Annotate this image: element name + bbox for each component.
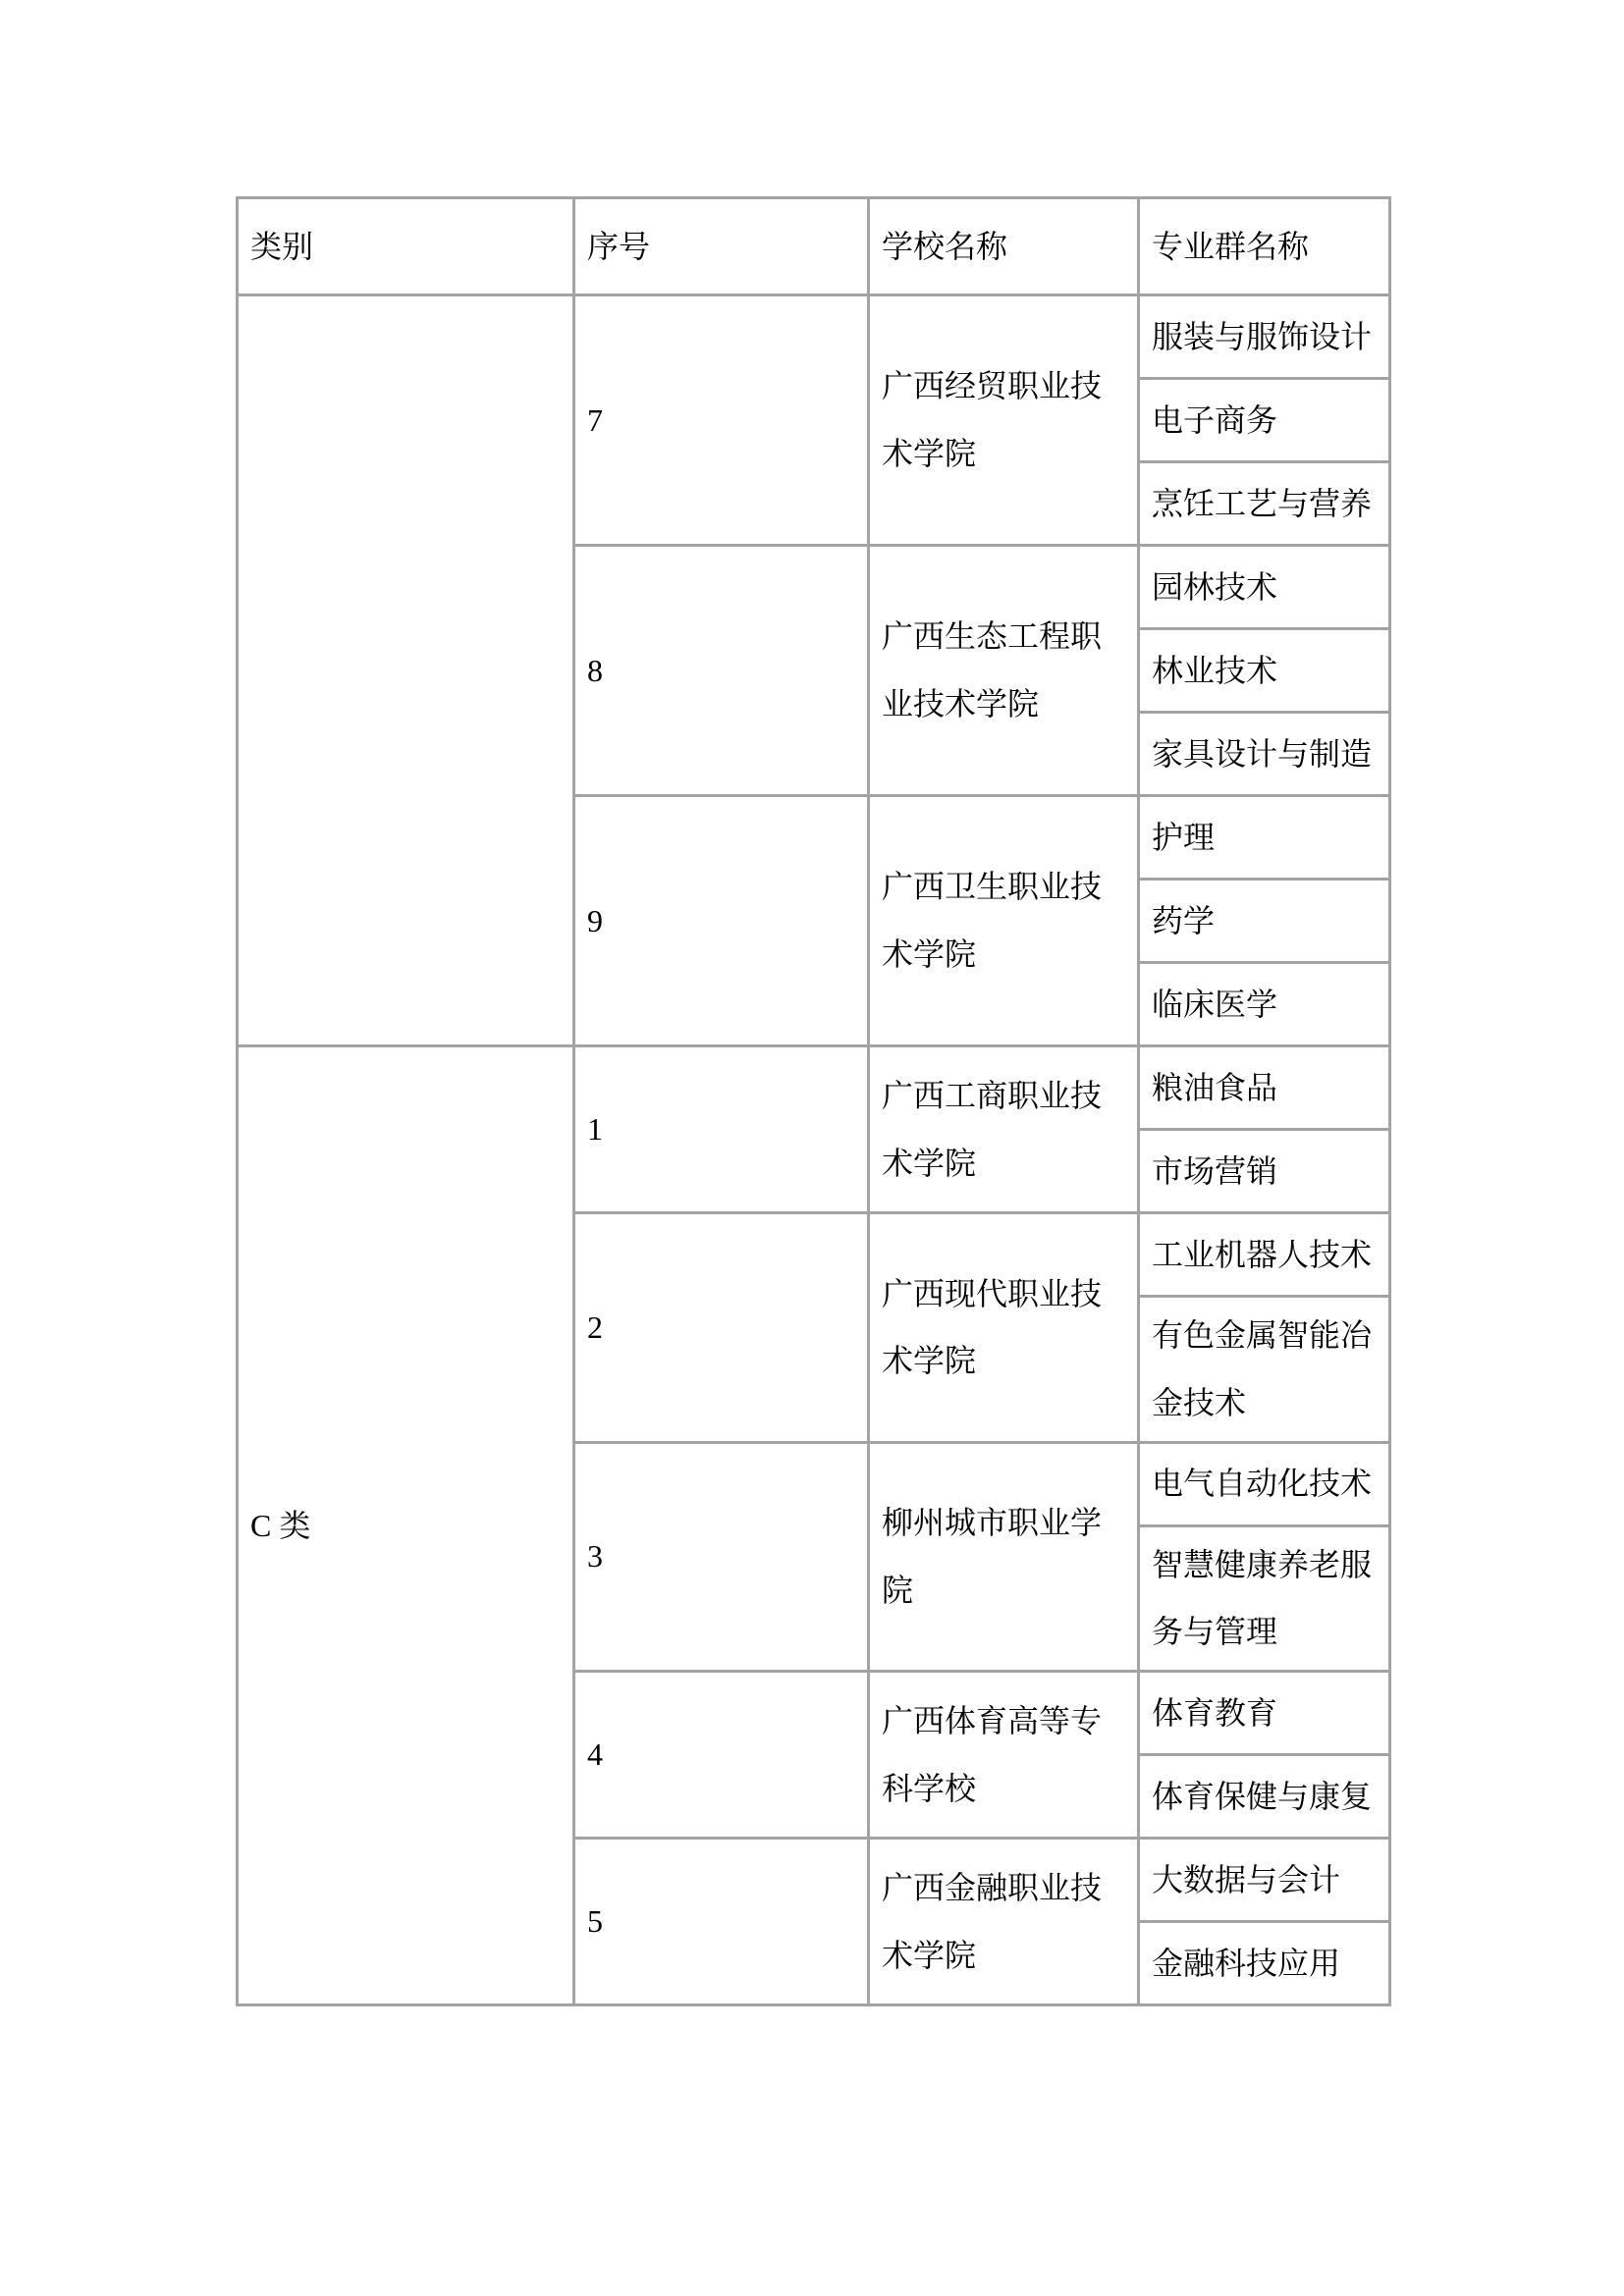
header-cell-number: 序号 [574,198,869,295]
major-group-cell: 体育保健与康复 [1139,1755,1390,1839]
sequence-number-cell: 3 [574,1442,869,1672]
sequence-number-cell: 7 [574,295,869,546]
sequence-number-cell: 4 [574,1672,869,1839]
school-name-cell: 广西经贸职业技术学院 [869,295,1139,546]
header-cell-category: 类别 [238,198,574,295]
major-group-cell: 体育教育 [1139,1672,1390,1755]
schools-table [236,196,1391,2006]
major-group-cell: 电子商务 [1139,379,1390,462]
sequence-number-cell: 9 [574,796,869,1046]
header-cell-majorgroup: 专业群名称 [1139,198,1390,295]
major-group-cell: 药学 [1139,880,1390,963]
major-group-cell: 服装与服饰设计 [1139,295,1390,379]
major-group-cell: 智慧健康养老服务与管理 [1139,1525,1390,1672]
category-cell: C 类 [238,1046,574,2005]
school-name-cell: 广西卫生职业技术学院 [869,796,1139,1046]
table-row [238,295,1390,379]
school-name-cell: 广西工商职业技术学院 [869,1046,1139,1213]
school-name-cell: 广西现代职业技术学院 [869,1213,1139,1443]
sequence-number-cell: 8 [574,546,869,796]
category-cell [238,295,574,1046]
major-group-cell: 大数据与会计 [1139,1839,1390,1922]
table-header-row [238,198,1390,295]
school-name-cell: 柳州城市职业学院 [869,1442,1139,1672]
sequence-number-cell: 5 [574,1839,869,2005]
major-group-cell: 电气自动化技术 [1139,1442,1390,1525]
sequence-number-cell: 2 [574,1213,869,1443]
school-name-cell: 广西金融职业技术学院 [869,1839,1139,2005]
major-group-cell: 工业机器人技术 [1139,1213,1390,1297]
major-group-cell: 家具设计与制造 [1139,713,1390,796]
header-cell-school: 学校名称 [869,198,1139,295]
major-group-cell: 园林技术 [1139,546,1390,629]
major-group-cell: 市场营销 [1139,1130,1390,1213]
major-group-cell: 林业技术 [1139,629,1390,713]
major-group-cell: 有色金属智能冶金技术 [1139,1297,1390,1443]
major-group-cell: 临床医学 [1139,963,1390,1046]
sequence-number-cell: 1 [574,1046,869,1213]
major-group-cell: 粮油食品 [1139,1046,1390,1130]
school-name-cell: 广西生态工程职业技术学院 [869,546,1139,796]
major-group-cell: 烹饪工艺与营养 [1139,462,1390,546]
school-name-cell: 广西体育高等专科学校 [869,1672,1139,1839]
table-row [238,1046,1390,1130]
major-group-cell: 金融科技应用 [1139,1922,1390,2005]
major-group-cell: 护理 [1139,796,1390,880]
